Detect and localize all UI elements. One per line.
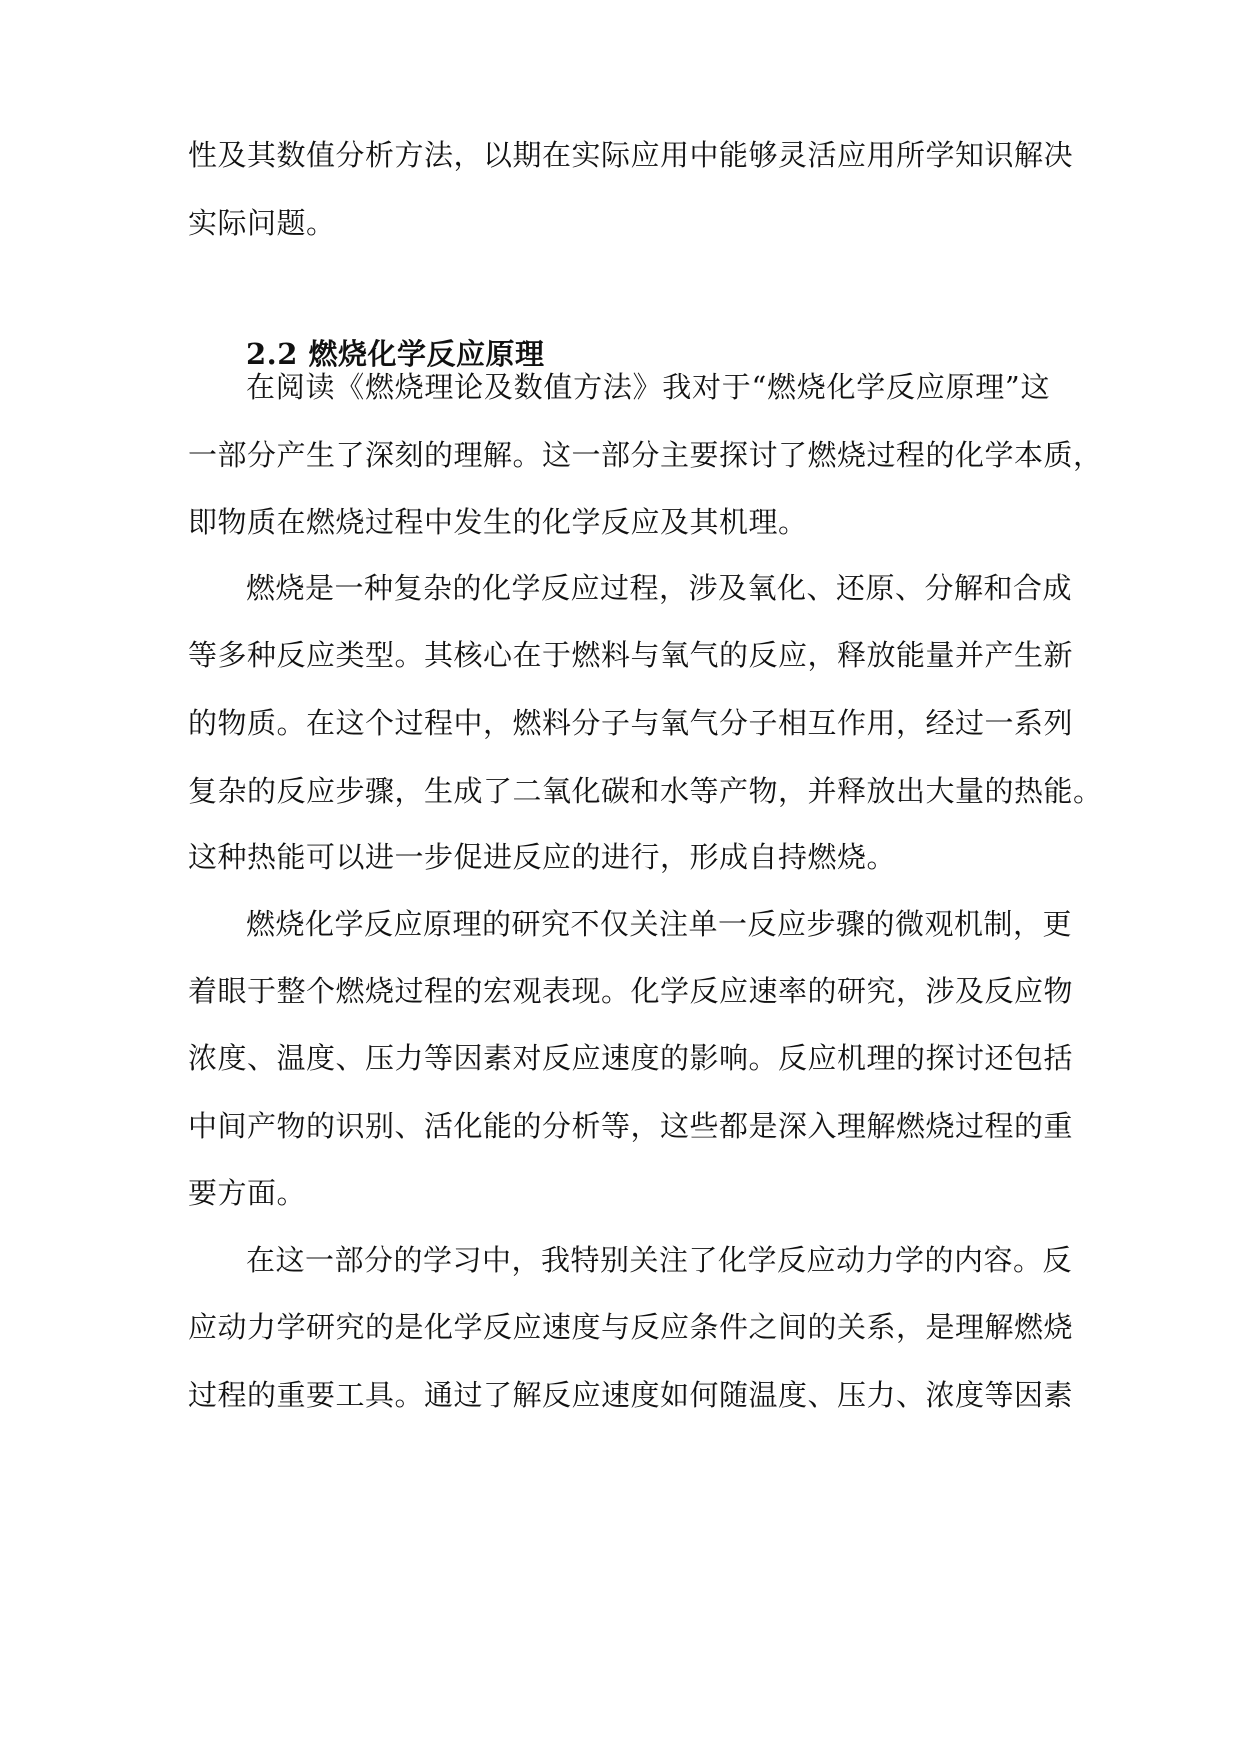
text-line: 着眼于整个燃烧过程的宏观表现。化学反应速率的研究，涉及反应物 [188,974,1074,1008]
text-line: 性及其数值分析方法，以期在实际应用中能够灵活应用所学知识解决 [188,138,1074,172]
text-line: 的物质。在这个过程中，燃料分子与氧气分子相互作用，经过一系列 [188,706,1074,740]
text-line: 复杂的反应步骤，生成了二氧化碳和水等产物，并释放出大量的热能。 [188,774,1103,808]
text-line: 要方面。 [188,1176,307,1210]
text-line: 这种热能可以进一步促进反应的进行，形成自持燃烧。 [188,840,897,874]
text-line: 等多种反应类型。其核心在于燃料与氧气的反应，释放能量并产生新 [188,638,1074,672]
text-line: 一部分产生了深刻的理解。这一部分主要探讨了燃烧过程的化学本质， [188,438,1103,472]
text-line: 即物质在燃烧过程中发生的化学反应及其机理。 [188,505,808,539]
text-line: 浓度、温度、压力等因素对反应速度的影响。反应机理的探讨还包括 [188,1041,1074,1075]
text-line: 燃烧化学反应原理的研究不仅关注单一反应步骤的微观机制，更 [246,907,1073,941]
text-line: 中间产物的识别、活化能的分析等，这些都是深入理解燃烧过程的重 [188,1109,1074,1143]
text-line: 燃烧是一种复杂的化学反应过程，涉及氧化、还原、分解和合成 [246,571,1073,605]
text-line: 在这一部分的学习中，我特别关注了化学反应动力学的内容。反 [246,1243,1073,1277]
text-line: 实际问题。 [188,206,336,240]
text-line: 在阅读《燃烧理论及数值方法》我对于“燃烧化学反应原理”这 [246,370,1050,404]
section-heading: 2.2 燃烧化学反应原理 [246,337,545,371]
text-line: 过程的重要工具。通过了解反应速度如何随温度、压力、浓度等因素 [188,1378,1074,1412]
text-line: 应动力学研究的是化学反应速度与反应条件之间的关系，是理解燃烧 [188,1310,1074,1344]
